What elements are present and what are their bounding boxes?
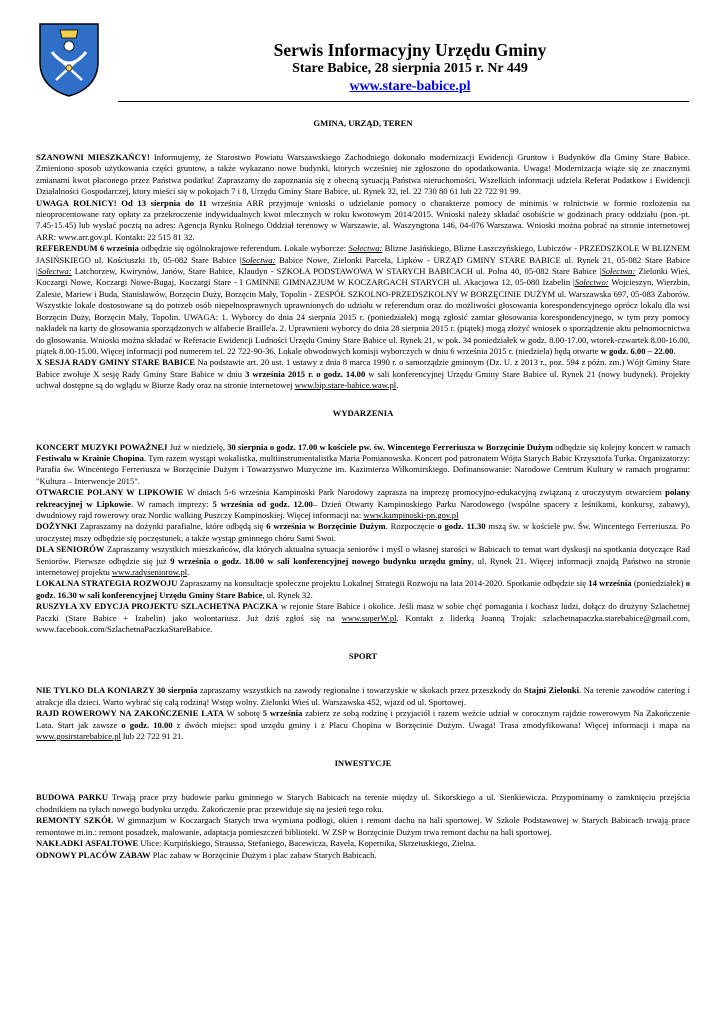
article-nakladki: NAKŁADKI ASFALTOWE Ulice: Kurpińskiego, Straussa, Stefaniego, Bacewicza, Ravela, Kopernika, Skrzetuskiego, Zielna. xyxy=(36,838,476,849)
bip-link[interactable]: www.bip.stare-babice.waw.pl xyxy=(294,380,397,391)
article-strategia: LOKALNA STRATEGIA ROZWOJU Zapraszamy na konsultacje społeczne projektu Lokalnej Strategii Rozwoju na lata 2014-2020. Spotkanie odbędzie się 14 września (poniedziałek) o godz. 16.30 w sali konferencyjnej Urzędu Gminy Stare Babice, ul. Rynek 32. xyxy=(36,578,691,600)
article-szlachetna-paczka: RUSZYŁA XV EDYCJA PROJEKTU SZLACHETNA PACZKA w rejonie Stare Babice i okolice. Jeśli masz w sobie chęć pomagania i kochasz ludzi, dołącz do drużyny Szlachetnej Paczki (Stare Babice + Izabelin) jako wolontariusz. Już dziś zgłoś się na www.superW.pl. Kontakt z liderką Joanną Trojak: szlachetnapaczka.starebabice@gmail.com, www.facebook.com/SzlachetnaPaczkaStareBabice. xyxy=(36,601,690,635)
section-heading-sport: SPORT xyxy=(348,651,378,662)
radyseniorow-link[interactable]: www.radyseniorow.pl xyxy=(111,567,188,577)
newsletter-title: Serwis Informacyjny Urzędu Gminy xyxy=(273,40,547,60)
article-dozynki: DOŻYNKI Zapraszamy na dożynki parafialne, które odbędą się 6 września w Borzęcinie Dużym. Rozpoczęcie o godz. 11.30 mszą św. w kościele pw. Św. Wincentego Ferreriusza. Po uroczystej mszy odbędzie się poczęstunek, a także wystąp gminnego chóru Sami Swoi. xyxy=(36,521,691,543)
kampinoski-link[interactable]: www.kampinoski-pn.gov.pl xyxy=(363,509,459,520)
section-heading-inwestycje: INWESTYCJE xyxy=(334,758,392,769)
article-polana-lipkow: OTWARCIE POLANY W LIPKOWIE W dniach 5-6 września Kampinoski Park Narodowy zaprasza na imprezę promocyjno-edukacyjną związaną z uroczystym otwarciem polany rekreacyjnej w Lipkowie. W ramach imprezy: 5 września od godz. 12.00– Dzień Otwarty Kampinoskiego Parku Narodowego (wspólne spacery z leśnikami, konkursy, zabawy), dwudniowy rajd rowerowy oraz Nordic walking Puszczy Kampinoskiej. Więcej informacji na: www.kampinoski-pn.gov.pl xyxy=(36,487,691,520)
newsletter-issue: Stare Babice, 28 sierpnia 2015 r. Nr 449 xyxy=(292,61,528,76)
article-sesja-rady: X SESJA RADY GMINY STARE BABICE Na podstawie art. 20 ust. 1 ustawy z dnia 8 marca 1990 r. o samorządzie gminnym (Dz. U. z 2013 r., poz. 594 z późn. zm.) Wójt Gminy Stare Babice zwołuje X sesję Rady Gminy Stare Babice w dniu 3 września 2015 r. o godz. 14.00 w sali konferencyjnej Urzędu Gminy Stare Babice ul. Rynek 21 (nowy budynek). Projekty uchwał dostępne są do wglądu w Biurze Rady oraz na stronie internetowej www.bip.stare-babice.waw.pl. xyxy=(36,357,690,391)
newsletter-body xyxy=(36,118,690,861)
website-link[interactable]: www.stare-babice.pl xyxy=(349,79,471,94)
superw-link[interactable]: www.superW.pl xyxy=(341,612,397,623)
article-rajd: RAJD ROWEROWY NA ZAKOŃCZENIE LATA W sobotę 5 września zabierz ze sobą rodzinę i przyjaciół i razem weźcie udział w corocznym rajdzie rowerowym Na Zakończenie Lata. Start jak zawsze o godz. 10.00 z dwóch miejsc: spod urzędu gminy i z Placu Chopina w Borzęcinie Dużym. Uwaga! Trasa zmodyfikowana! Więcej informacji i mapa na www.gosirstarebabice.pl lub 22 722 91 21. xyxy=(36,708,691,742)
gosir-link[interactable]: www.gosirstarebabice.pl xyxy=(36,731,121,742)
article-seniorzy: DLA SENIORÓW Zapraszamy wszystkich mieszkańców, dla których aktualna sytuacja seniorów i myśl o własnej starości w Babicach to temat wart dyskusji na spotkania dotyczące Rad Seniorów. Pierwsze odbędzie się już 9 września o godz. 18.00 w sali konferencyjnej nowego budynku urzędu gminy, ul. Rynek 21. Więcej informacji znajdą Państwo na stronie internetowej projektu www.radyseniorow.pl. xyxy=(36,544,691,577)
article-park: BUDOWA PARKU Trwają prace przy budowie parku gminnego w Starych Babicach na terenie między ul. Sikorskiego a ul. Sienkiewicza. Przypominamy o zamknięciu przejścia chodnikiem na tyłach nowego budynku urzędu. Zakończenie prac przewiduje się na jesień tego roku. xyxy=(36,792,691,814)
header-divider xyxy=(118,101,689,102)
article-place-zabaw: ODNOWY PLACÓW ZABAW Plac zabaw w Borzęcinie Dużym i plac zabaw Starych Babicach. xyxy=(36,849,377,860)
newsletter-header xyxy=(200,40,620,96)
article-referendum: REFERENDUM 6 września odbędzie się ogólnokrajowe referendum. Lokale wyborcze: Sołectwa: Blizne Jasińskiego, Blizne Łaszczyńskiego, Lubiczów - PRZEDSZKOLE W BLIZNEM JASIŃSKIEGO ul. Kościuszki 1b, 05-082 Stare Babice |Sołectwa: Babice Nowe, Zielonki Parcela, Lipków - URZĄD GMINY STARE BABICE ul. Rynek 21, 05-082 Stare Babice |Sołectwa: Latchorzew, Kwirynów, Janów, Stare Babice, Klaudyn - SZKOŁA PODSTAWOWA W STARYCH BABICACH ul. Polna 40, 05-082 Stare Babice |Sołectwa: Zielonki Wieś, Koczargi Nowe, Koczargi Nowe-Bugaj, Koczargi Stare - I GMINNE GIMNAZJUM W KOCZARGACH STARYCH ul. Akacjowa 12, 05-080 Izabelin |Sołectwo: Wojcieszyn, Wierzbin, Zalesie, Mariew i Buda, Stanisławów, Borzęcin Duży, Borzęcin Mały, Topolin - ZESPÓŁ SZKOLNO-PRZEDSZKOLNY W BORZĘCINIE DUŻYM ul. Warszawska 697, 05-083 Zaborów. Wszystkie lokale dostosowane są do potrzeb osób niepełnosprawnych uprawnionych do udziału w referendum oraz do możliwości głosowania korespondencyjnego oprócz lokalu dla wsi Borzęcin Duży, Borzęcin Mały, Topolin. UWAGA: 1. Wyborcy do dnia 24 sierpnia 2015 r. (poniedziałek) mogą zgłosić zamiar głosowania korespondencyjnego, w tym przy pomocy nakładek na karty do głosowania sporządzonych w alfabecie Braille'a. 2. Uprawnieni wyborcy do dnia 28 sierpnia 2015 r. (piątek) mogą złożyć wniosek o sporządzenie aktu pełnomocnictwa do głosowania. Wnioski można składać w Referacie Ewidencji Ludności Urzędu Gminy Stare Babice ul. Rynek 21, w pok. 34 poniedziałek w godz. 8.00-17.00, wtorek-czwartek 8.00-16.00, piątek 8.00-15.00. Więcej informacji pod numerem tel. 22 722-90-36. Lokale obwodowych komisji wyborczych w dniu 6 września 2015 r. (niedziela) będą otwarte w godz. 6.00 – 22.00. xyxy=(36,243,690,356)
article-rolnicy: UWAGA ROLNICY! Od 13 sierpnia do 11 września ARR przyjmuje wnioski o udzielanie pomocy o charakterze pomocy de minimis w rolnictwie w formie rozłożenia na nieoprocentowane raty opłaty za przekroczenie indywidualnych kwot mlecznych w roku kwotowym 2014/2015. Wnioski należy składać osobiście w godzinach pracy oddziału (pon.-pt. 7.45-15.45) lub wysłać pocztą na adres: Agencja Rynku Rolnego Oddział terenowy w Warszawie, al. Waszyngtona 146, 04-076 Warszawa. Wnioski można pobrać na stronie internetowej ARR: www.arr.gov.pl. Kontakt: 22 515 81 32. xyxy=(36,197,690,242)
article-mieszkancy: SZANOWNI MIESZKAŃCY! Informujemy, że Starostwo Powiatu Warszawskiego Zachodniego dokonało modernizacji Ewidencji Gruntow i Budynków dla Gminy Stare Babice. Zmieniono sposob użytkowania części gruntow, a także wykazano nowe budynki, ktorych wcześniej nie zgłoszono do opodatkowania. Uwaga! Modernizacja wiąże się ze znacznymi zmianami kwot płaconego przez Państwa podatku! Zapraszamy do zapoznania się z obecną sytuacją Państwa nieruchomości. Wszelkich informacji udziela Referat Podatkow i Ewidencji Działalności Gospodarczej, ktory mieści się w pokojach 7 i 8, Urzędu Gminy Stare Babice, ul. Rynek 32, tel. 22 730 80 61 lub 22 722 91 99. xyxy=(36,152,690,197)
article-koncert: KONCERT MUZYKI POWAŻNEJ Już w niedzielę, 30 sierpnia o godz. 17.00 w kościele pw. św. Wincentego Ferreriusza w Borzęcinie Dużym odbędzie się kolejny koncert w ramach Festiwalu w Krainie Chopina. Tym razem wystąpi wokalistka, multiinstrumentalistka Maria Pomianowska. Koncert pod patronatem Wójta Starych Babic Krzysztofa Turka. Organizatorzy: Parafia św. Wincentego Ferreriusza w Borzęcinie Dużym i Towarzystwo Muzyczne im. Kazimierza Wiłkomirskiego. Dofinansowanie: Narodowe Centrum Kultury w ramach programu: "Kultura – Interwencje 2015". xyxy=(36,441,691,486)
gmina-crest-icon xyxy=(38,22,100,98)
section-heading-wydarzenia: WYDARZENIA xyxy=(332,407,394,418)
article-szkoly: REMONTY SZKÓŁ W gimnazjum w Koczargach Starych trwa wymiana podłogi, okien i remont dachu na hali sportowej. W Szkole Podstawowej w Starych Babicach trwają prace remontowe m.in.: remont posadzek, malowanie, adaptacja pomieszczeń biblioteki. W ZSP w Borzęcinie Dużym trwa remont dachu na hali sportowej. xyxy=(36,815,690,837)
section-heading-gmina: GMINA, URZĄD, TEREN xyxy=(313,118,413,128)
article-konie: NIE TYLKO DLA KONIARZY 30 sierpnia zapraszamy wszystkich na zawody regionalne i towarzyskie w skokach przez przeszkody do Stajni Zielonki. Na terenie zawodów catering i atrakcje dla dzieci. Warto wybrać się całą rodziną! Wstęp wolny. Zielonki Wieś ul. Warszawska 452, wjazd od ul. Sportowej. xyxy=(36,685,690,707)
